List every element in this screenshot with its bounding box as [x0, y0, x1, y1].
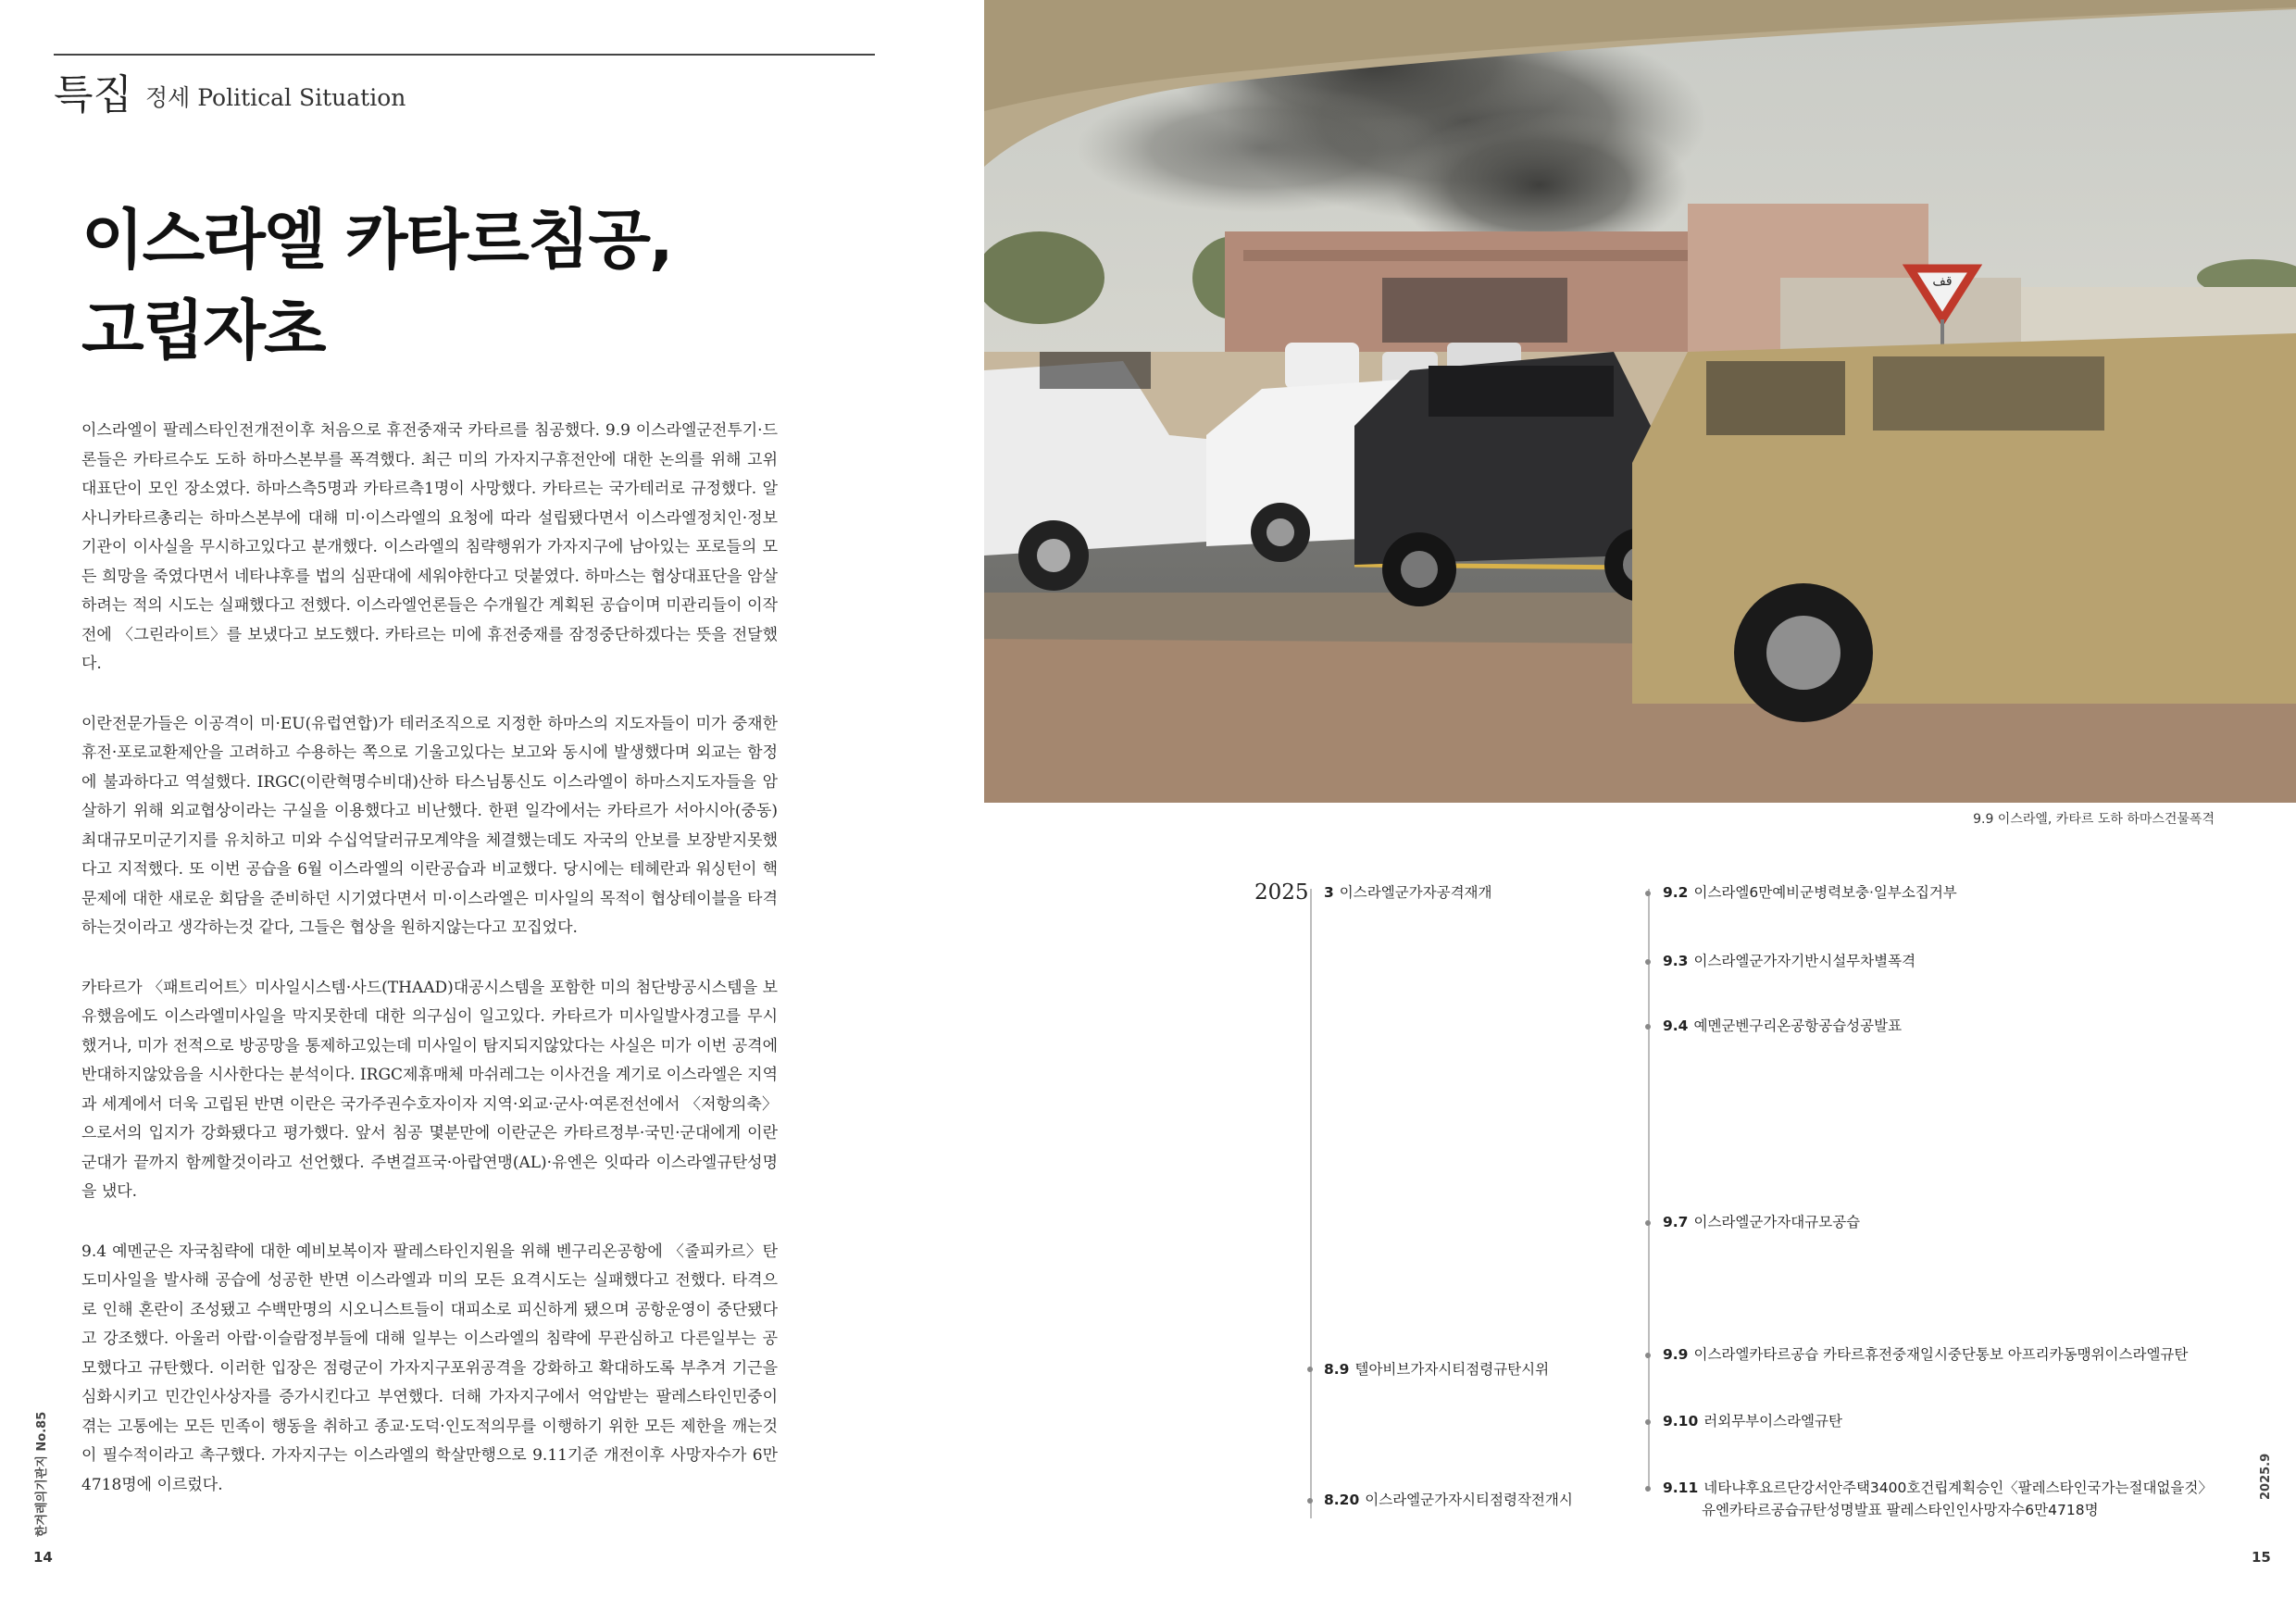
sign-text: قف	[1932, 274, 1953, 289]
timeline-dot	[1645, 1353, 1651, 1358]
timeline-date: 8.20	[1324, 1492, 1360, 1508]
timeline-dot	[1645, 891, 1651, 896]
left-page-number: 14	[33, 1549, 53, 1566]
timeline-dot	[1645, 1486, 1651, 1492]
timeline-text: 러외무부이스라엘규탄	[1703, 1413, 1842, 1429]
headline-line-1: 이스라엘 카타르침공,	[81, 202, 672, 278]
timeline-item	[1663, 1015, 1902, 1037]
timeline-year: 2025	[1254, 880, 1309, 905]
paragraph-4: 9.4 예멘군은 자국침략에 대한 예비보복이자 팔레스타인지원을 위해 벤구리온공항에 〈줄피카르〉탄도미사일을 발사해 공습에 성공한 반면 이스라엘과 미의 모든 요격시도는 실패했다고 전했다. 타격으로 인해 혼란이 조성됐고 수백만명의 시오니스트들이 대피소로 피신하게 됐으며 공항운영이 중단됐다고 강조했다. 아울러 아랍·이슬람정부들에 대해 일부는 이스라엘의 침략에 무관심하고 다른일부는 공모했다고 규탄했다. 이러한 입장은 점령군이 가자지구포위공격을 강화하고 확대하도록 부추겨 기근을 심화시키고 민간인사상자를 증가시킨다고 부연했다. 더해 가자지구에서 억압받는 팔레스타인민중이 겪는 고통에는 모든 민족이 행동을 취하고 종교·도덕·인도적의무를 이행하기 위한 모든 제한을 깨는것이 필수적이라고 촉구했다. 가자지구는 이스라엘의 학살만행으로 9.11기준 개전이후 사망자수가 6만4718명에 이르렀다.	[81, 1242, 778, 1494]
timeline-item	[1324, 1358, 1549, 1380]
timeline-text: 이스라엘군가자대규모공습	[1693, 1214, 1861, 1230]
timeline-right-line	[1648, 889, 1650, 1491]
timeline-item	[1663, 881, 1957, 904]
timeline-date: 9.2	[1663, 884, 1689, 901]
timeline-dot	[1307, 1498, 1313, 1504]
timeline-item	[1663, 1410, 1842, 1432]
headline-line-2: 고립자초	[81, 293, 325, 368]
paragraph-2: 이란전문가들은 이공격이 미·EU(유럽연합)가 테러조직으로 지정한 하마스의 지도자들이 미가 중재한 휴전·포로교환제안을 고려하고 수용하는 쪽으로 기울고있다는 보고와 동시에 발생했다며 외교는 함정에 불과하다고 역설했다. IRGC(이란혁명수비대)산하 타스님통신도 이스라엘이 하마스지도자들을 암살하기 위해 외교협상이라는 구실을 이용했다고 비난했다. 한편 일각에서는 카타르가 서아시아(중동)최대규모미군기지를 유치하고 미와 수십억달러규모계약을 체결했는데도 자국의 안보를 보장받지못했다고 지적했다. 또 이번 공습을 6월 이스라엘의 이란공습과 비교했다. 당시에는 테헤란과 워싱턴이 핵문제에 대한 새로운 회담을 준비하던 시기였다면서 미·이스라엘은 미사일의 목적이 협상테이블을 타격하는것이라고 생각하는것 같다, 그들은 협상을 원하지않는다고 꼬집었다.	[81, 714, 778, 937]
timeline-text: 이스라엘군가자기반시설무차별폭격	[1693, 953, 1916, 969]
timeline-text: 네타냐후요르단강서안주택3400호건립계획승인〈팔레스타인국가는절대없을것〉	[1703, 1479, 2213, 1496]
timeline-item	[1663, 950, 1915, 972]
timeline-item	[1324, 1489, 1573, 1511]
timeline-item	[1663, 1211, 1860, 1233]
timeline-item	[1663, 1477, 2213, 1521]
paragraph-1: 이스라엘이 팔레스타인전개전이후 처음으로 휴전중재국 카타르를 침공했다. 9.9 이스라엘군전투기·드론들은 카타르수도 도하 하마스본부를 폭격했다. 최근 미의 가자지구휴전안에 대한 논의를 위해 고위대표단이 모인 장소였다. 하마스측5명과 카타르측1명이 사망했다. 카타르는 국가테러로 규정했다. 알사니카타르총리는 하마스본부에 대해 미·이스라엘의 요청에 따라 설립됐다면서 이스라엘정치인·정보기관이 이사실을 무시하고있다고 분개했다. 이스라엘의 침략행위가 가자지구에 남아있는 포로들의 모든 희망을 죽였다면서 네타냐후를 법의 심판대에 세워야한다고 덧붙였다. 하마스는 협상대표단을 암살하려는 적의 시도는 실패했다고 전했다. 이스라엘언론들은 수개월간 계획된 공습이며 미관리들이 이작전에 〈그린라이트〉를 보냈다고 보도했다. 카타르는 미에 휴전중재를 잠정중단하겠다는 뜻을 전달했다.	[81, 421, 778, 673]
right-spine-label: 2025.9	[2259, 1453, 2273, 1500]
timeline-date: 9.10	[1663, 1413, 1699, 1429]
timeline-dot	[1307, 1367, 1313, 1372]
timeline-item	[1663, 1343, 2188, 1366]
timeline-dot	[1645, 1419, 1651, 1425]
article-headline	[81, 194, 822, 376]
section-title: 정세 Political Situation	[145, 84, 406, 111]
timeline-dot	[1645, 1024, 1651, 1030]
timeline-text: 이스라엘카타르공습 카타르휴전중재일시중단통보 아프리카동맹위이스라엘규탄	[1693, 1346, 2189, 1363]
article-body	[81, 417, 778, 1530]
timeline-date: 9.3	[1663, 953, 1689, 969]
timeline-dot	[1645, 959, 1651, 965]
section-kicker: 특집	[54, 71, 133, 119]
timeline-text-continued: 유엔카타르공습규탄성명발표 팔레스타인인사망자수6만4718명	[1702, 1502, 2099, 1518]
timeline-date: 3	[1324, 884, 1334, 901]
timeline-item	[1324, 881, 1492, 904]
news-photo	[984, 0, 2296, 803]
timeline-date: 9.9	[1663, 1346, 1689, 1363]
header-rule	[54, 54, 875, 56]
timeline-left-line	[1310, 889, 1312, 1518]
timeline-text: 이스라엘군가자시티점령작전개시	[1365, 1492, 1573, 1508]
timeline-text: 이스라엘군가자공격재개	[1339, 884, 1492, 901]
paragraph-3: 카타르가 〈패트리어트〉미사일시스템·사드(THAAD)대공시스템을 포함한 미의 첨단방공시스템을 보유했음에도 이스라엘미사일을 막지못한데 대한 의구심이 일고있다. 카타르가 미사일발사경고를 무시했거나, 미가 전적으로 방공망을 통제하고있는데 미사일이 탐지되지않았다는 사실은 미가 이번 공격에 반대하지않았음을 시사한다는 분석이다. IRGC제휴매체 마쉬레그는 이사건을 계기로 이스라엘은 지역과 세계에서 더욱 고립된 반면 이란은 국가주권수호자이자 지역·외교·군사·여론전선에서 〈저항의축〉으로서의 입지가 강화됐다고 평가했다. 앞서 침공 몇분만에 이란군은 카타르정부·국민·군대에게 이란군대가 끝까지 함께할것이라고 선언했다. 주변걸프국·아랍연맹(AL)·유엔은 잇따라 이스라엘규탄성명을 냈다.	[81, 978, 778, 1201]
right-page-number: 15	[2252, 1549, 2271, 1566]
timeline-dot	[1645, 1220, 1651, 1226]
left-spine-label: 한겨레의기관지 No.85	[35, 1411, 49, 1537]
photo-caption: 9.9 이스라엘, 카타르 도하 하마스건물폭격	[1973, 812, 2215, 827]
timeline-date: 9.4	[1663, 1017, 1689, 1034]
timeline-date: 9.7	[1663, 1214, 1689, 1230]
timeline-date: 8.9	[1324, 1361, 1350, 1378]
timeline-date: 9.11	[1663, 1479, 1699, 1496]
timeline-text: 예멘군벤구리온공항공습성공발표	[1693, 1017, 1903, 1034]
timeline-text: 텔아비브가자시티점령규탄시위	[1354, 1361, 1550, 1378]
timeline-text: 이스라엘6만예비군병력보충·일부소집거부	[1693, 884, 1957, 901]
